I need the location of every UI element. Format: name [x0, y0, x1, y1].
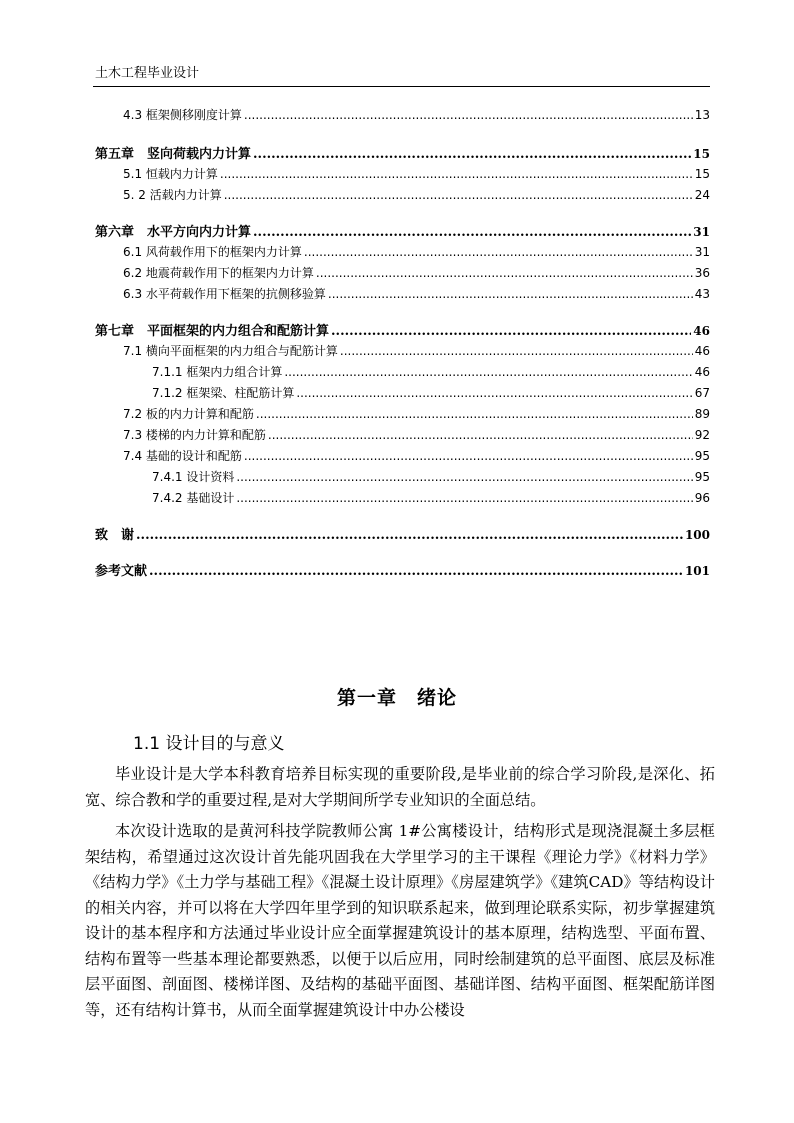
- toc-entry-label: 7.1.2 框架梁、柱配筋计算: [152, 386, 295, 400]
- toc-entry[interactable]: [95, 106, 710, 127]
- toc-entry-label: 6.2 地震荷载作用下的框架内力计算: [123, 266, 314, 280]
- toc-leader: [296, 386, 692, 400]
- toc-entry-label: 5.1 恒载内力计算: [123, 167, 218, 181]
- toc-leader: [253, 225, 691, 240]
- toc-leader: [244, 108, 693, 122]
- toc-leader: [256, 407, 693, 421]
- toc-entry-label: 6.3 水平荷载作用下框架的抗侧移验算: [123, 287, 326, 301]
- toc-entry-page: 15: [693, 147, 710, 161]
- toc-leader: [220, 167, 693, 181]
- toc-entry-page: 92: [694, 428, 710, 442]
- toc-entry-page: 96: [694, 491, 710, 505]
- toc-entry-page: 100: [684, 528, 710, 542]
- header-rule: [93, 86, 710, 87]
- page-header: 土木工程毕业设计: [95, 66, 200, 81]
- toc-entry[interactable]: [95, 405, 710, 426]
- toc-leader: [331, 324, 691, 339]
- toc-entry[interactable]: [95, 320, 710, 342]
- toc-entry-page: 95: [694, 470, 710, 484]
- toc-entry-page: 67: [694, 386, 710, 400]
- toc-entry-label: 第六章 水平方向内力计算: [95, 225, 252, 240]
- toc-entry[interactable]: [95, 447, 710, 468]
- toc-entry-page: 89: [694, 407, 710, 421]
- toc-leader: [136, 528, 683, 543]
- toc-entry-label: 4.3 框架侧移刚度计算: [123, 108, 242, 122]
- toc-entry[interactable]: [95, 426, 710, 447]
- body-paragraph: 本次设计选取的是黄河科技学院教师公寓 1#公寓楼设计，结构形式是现浇混凝土多层框架结构，希望通过这次设计首先能巩固我在大学里学习的主干课程《理论力学》《材料力学》《结构力学》《土力学与基础工程》《混凝土设计原理》《房屋建筑学》《建筑CAD》等结构设计的相关内容，并可以将在大学四年里学到的知识联系起来，做到理论联系实际，初步掌握建筑设计的基本程序和方法通过毕业设计应全面掌握建筑设计的基本原理，结构选型、平面布置、结构布置等一些基本理论都要熟悉，以便于以后应用，同时绘制建筑的总平面图、底层及标准层平面图、剖面图、楼梯详图、及结构的基础平面图、基础详图、结构平面图、框架配筋详图等，还有结构计算书，从而全面掌握建筑设计中办公楼设: [85, 822, 715, 1019]
- toc-leader: [304, 245, 693, 259]
- toc-entry-page: 43: [694, 287, 710, 301]
- toc-entry[interactable]: [95, 468, 710, 489]
- toc-entry-page: 31: [693, 225, 710, 239]
- toc-entry[interactable]: [95, 165, 710, 186]
- toc-entry-page: 46: [694, 365, 710, 379]
- toc-leader: [328, 287, 693, 301]
- chapter-title: 第一章 绪论: [336, 687, 457, 709]
- toc-entry[interactable]: [95, 186, 710, 207]
- toc-entry[interactable]: [95, 489, 710, 510]
- toc-entry[interactable]: [95, 363, 710, 384]
- toc-entry[interactable]: [95, 560, 710, 582]
- toc-leader: [236, 470, 692, 484]
- toc-entry-page: 101: [684, 564, 710, 578]
- toc-entry-page: 46: [694, 344, 710, 358]
- toc-entry[interactable]: [95, 524, 710, 546]
- toc-entry-page: 13: [694, 108, 710, 122]
- toc-entry-label: 7.4.1 设计资料: [152, 470, 235, 484]
- toc-entry-label: 致 谢: [95, 528, 135, 543]
- toc-entry-page: 95: [694, 449, 710, 463]
- toc-entry-label: 第七章 平面框架的内力组合和配筋计算: [95, 324, 330, 339]
- toc-entry-page: 36: [694, 266, 710, 280]
- toc-leader: [244, 449, 693, 463]
- toc-entry-label: 参考文献: [95, 564, 148, 579]
- toc-entry-page: 15: [694, 167, 710, 181]
- toc-entry-label: 7.4 基础的设计和配筋: [123, 449, 242, 463]
- toc-leader: [316, 266, 693, 280]
- toc-entry[interactable]: [95, 221, 710, 243]
- body-paragraph: 毕业设计是大学本科教育培养目标实现的重要阶段,是毕业前的综合学习阶段,是深化、拓宽、综合教和学的重要过程,是对大学期间所学专业知识的全面总结。: [85, 765, 715, 809]
- toc-entry[interactable]: [95, 285, 710, 306]
- toc-leader: [268, 428, 693, 442]
- toc-entry-label: 7.1 横向平面框架的内力组合与配筋计算: [123, 344, 338, 358]
- toc-leader: [236, 491, 692, 505]
- toc-entry-page: 24: [694, 188, 710, 202]
- toc-entry-label: 第五章 竖向荷载内力计算: [95, 147, 252, 162]
- toc-entry-page: 31: [694, 245, 710, 259]
- toc-entry-label: 7.2 板的内力计算和配筋: [123, 407, 254, 421]
- toc-entry[interactable]: [95, 143, 710, 165]
- toc-entry-label: 6.1 风荷载作用下的框架内力计算: [123, 245, 302, 259]
- toc-leader: [224, 188, 693, 202]
- toc-leader: [253, 147, 691, 162]
- toc-leader: [149, 564, 683, 579]
- toc-leader: [284, 365, 692, 379]
- toc-entry[interactable]: [95, 264, 710, 285]
- section-title: 1.1 设计目的与意义: [133, 734, 285, 754]
- toc-entry-label: 5. 2 活载内力计算: [123, 188, 222, 202]
- toc-entry[interactable]: [95, 243, 710, 264]
- toc-entry-label: 7.1.1 框架内力组合计算: [152, 365, 283, 379]
- toc-entry-page: 46: [693, 324, 710, 338]
- toc-entry[interactable]: [95, 384, 710, 405]
- toc-entry-label: 7.4.2 基础设计: [152, 491, 235, 505]
- table-of-contents: [95, 106, 710, 582]
- toc-leader: [340, 344, 693, 358]
- toc-entry-label: 7.3 楼梯的内力计算和配筋: [123, 428, 266, 442]
- toc-entry[interactable]: [95, 342, 710, 363]
